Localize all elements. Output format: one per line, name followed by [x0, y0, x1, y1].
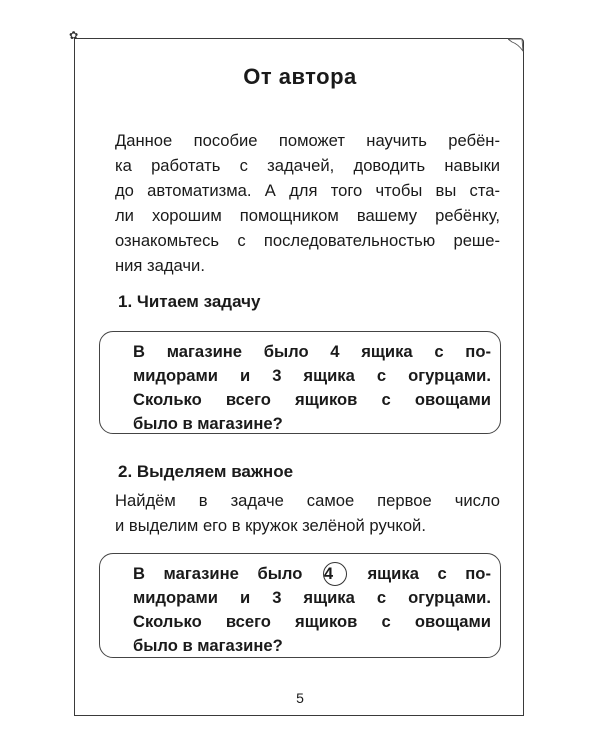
task-line-part: ящика с по- — [367, 564, 491, 583]
intro-paragraph — [115, 128, 500, 278]
task-text — [133, 340, 491, 436]
intro-line: ка работать с задачей, доводить навыки — [115, 156, 500, 175]
page-curl-icon — [508, 38, 524, 52]
task-line-with-circle — [133, 562, 491, 586]
task-line: было в магазине? — [133, 636, 283, 655]
step1-heading: 1. Читаем задачу — [118, 292, 261, 311]
circled-number: 4 — [323, 562, 347, 586]
step2-line: Найдём в задаче самое первое число — [115, 491, 500, 510]
task-text — [133, 562, 491, 658]
task-line: Сколько всего ящиков с овощами — [133, 612, 491, 631]
step2-line: и выделим его в кружок зелёной ручкой. — [115, 516, 426, 535]
intro-line: до автоматизма. А для того чтобы вы ста- — [115, 181, 500, 200]
step2-heading: 2. Выделяем важное — [118, 462, 294, 481]
page-title: От автора — [243, 64, 357, 89]
task-line: мидорами и 3 ящика с огурцами. — [133, 588, 491, 607]
intro-line: ли хорошим помощником вашему ребёнку, — [115, 206, 500, 225]
task-line: мидорами и 3 ящика с огурцами. — [133, 366, 491, 385]
task-line: В магазине было 4 ящика с по- — [133, 342, 491, 361]
corner-ornament-icon: ✿ — [69, 30, 79, 42]
step2-paragraph — [115, 488, 500, 538]
task-box-2 — [99, 553, 501, 658]
task-line: Сколько всего ящиков с овощами — [133, 390, 491, 409]
task-box-1 — [99, 331, 501, 434]
page-number: 5 — [296, 690, 304, 706]
intro-line: ознакомьтесь с последовательностью реше- — [115, 231, 500, 250]
task-line: было в магазине? — [133, 414, 283, 433]
intro-line: Данное пособие поможет научить ребён- — [115, 131, 500, 150]
intro-line: ния задачи. — [115, 256, 205, 275]
task-line-part: В магазине было — [133, 564, 303, 583]
